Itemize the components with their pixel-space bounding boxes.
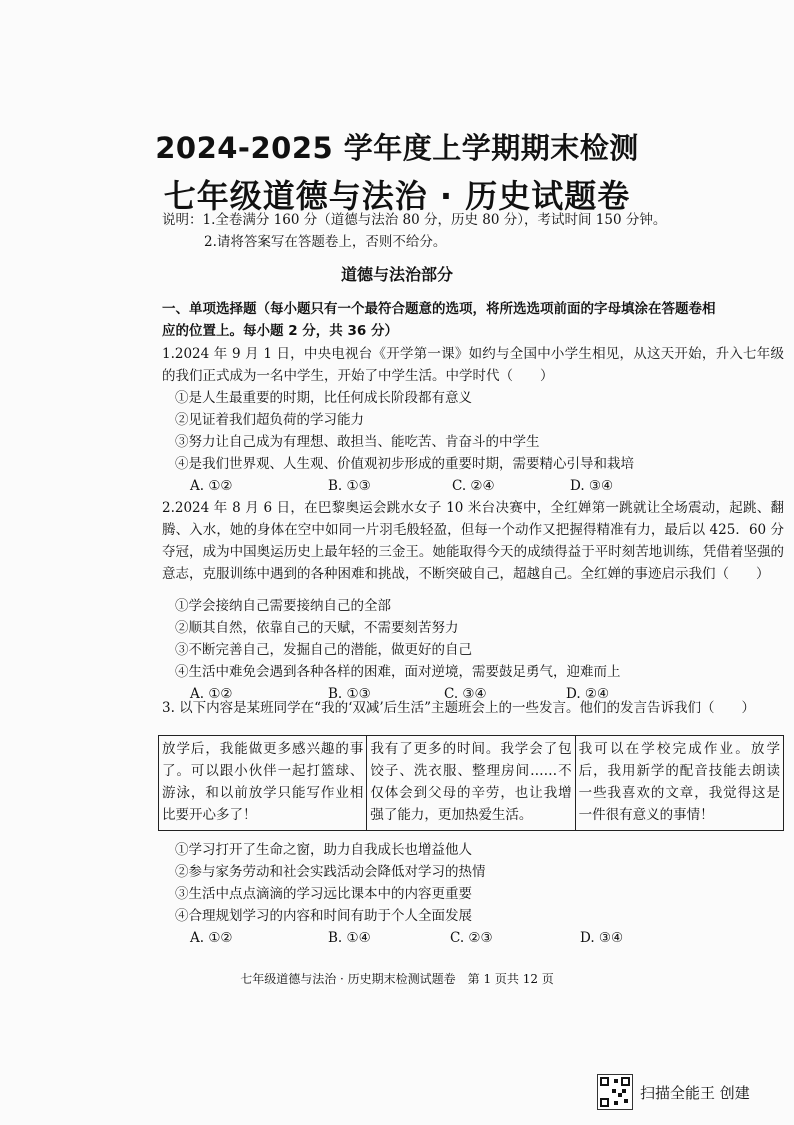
question-2-choice-c[interactable]: C. ③④ — [444, 686, 487, 702]
question-3-statement-2: ②参与家务劳动和社会实践活动会降低对学习的热情 — [175, 864, 486, 880]
question-3-statement-3: ③生活中点点滴滴的学习远比课本中的内容更重要 — [175, 886, 472, 902]
question-1-statement-1: ①是人生最重要的时期，比任何成长阶段都有意义 — [175, 390, 472, 406]
question-1-stem: 1.2024 年 9 月 1 日，中央电视台《开学第一课》如约与全国中小学生相见，从这天开始，升入七年级的我们正式成为一名中学生，开始了中学生活。中学时代（ ） — [162, 346, 784, 384]
question-3-choice-a[interactable]: A. ①② — [190, 930, 233, 946]
question-3-statement-4: ④合理规划学习的内容和时间有助于个人全面发展 — [175, 908, 472, 924]
question-3-stem: 3. 以下内容是某班同学在“我的‘双减’后生活”主题班会上的一些发言。他们的发言告诉我们（ ） — [162, 700, 756, 716]
question-2-choice-a[interactable]: A. ①② — [190, 686, 233, 702]
question-1-statement-3: ③努力让自己成为有理想、敢担当、能吃苦、肯奋斗的中学生 — [175, 434, 540, 450]
speech-cell-1: 放学后，我能做更多感兴趣的事了。可以跟小伙伴一起打篮球、游泳，和以前放学只能写作业相比要开心多了！ — [159, 736, 367, 831]
exam-subtitle: 七年级道德与法治 · 历史试题卷 — [163, 177, 631, 215]
question-1-choice-b[interactable]: B. ①③ — [328, 478, 371, 494]
exam-title: 2024-2025 学年度上学期期末检测 — [155, 131, 639, 165]
question-1-choice-c[interactable]: C. ②④ — [452, 478, 495, 494]
qr-code-icon — [597, 1074, 633, 1110]
question-3-choice-c[interactable]: C. ②③ — [450, 930, 493, 946]
question-1-choice-d[interactable]: D. ③④ — [570, 478, 614, 494]
question-2-stem: 2.2024 年 8 月 6 日，在巴黎奥运会跳水女子 10 米台决赛中，全红婵第一跳就让全场震动，起跳、翻腾、入水，她的身体在空中如同一片羽毛般轻盈，但每一个动作又把握得精准有力，最后以 425．60 分夺冠，成为中国奥运历史上最年轻的三金王。她能取得今天的成绩得益于平时刻苦地训练，凭借着坚强的意志，克服训练中遇到的各种困难和挑战，不断突破自己，超越自己。全红婵的事迹启示我们（ ） — [162, 500, 784, 582]
question-1-choices — [0, 475, 794, 497]
question-3-statement-1: ①学习打开了生命之窗，助力自我成长也增益他人 — [175, 842, 472, 858]
instructions-line-1: 说明：1.全卷满分 160 分（道德与法治 80 分，历史 80 分），考试时间 150 分钟。 — [162, 212, 667, 228]
question-2-statement-1: ①学会接纳自己需要接纳自己的全部 — [175, 598, 391, 614]
speech-cell-3: 我可以在学校完成作业。放学后，我用新学的配音技能去朗读一些我喜欢的文章，我觉得这是一件很有意义的事情！ — [575, 736, 783, 831]
question-2-statement-3: ③不断完善自己，发掘自己的潜能，做更好的自己 — [175, 642, 472, 658]
part-heading-line-2: 应的位置上。每小题 2 分，共 36 分） — [162, 323, 398, 339]
question-1-choice-a[interactable]: A. ①② — [190, 478, 233, 494]
question-3-choices — [0, 927, 794, 949]
scanner-watermark: 扫描全能王 创建 — [640, 1084, 750, 1102]
question-2-choice-b[interactable]: B. ①③ — [328, 686, 371, 702]
question-2-statement-2: ②顺其自然，依靠自己的天赋，不需要刻苦努力 — [175, 620, 459, 636]
instructions-line-2: 2.请将答案写在答题卷上，否则不给分。 — [204, 234, 447, 250]
page-footer: 七年级道德与法治 · 历史期末检测试题卷 第 1 页共 12 页 — [240, 972, 554, 986]
question-3-choice-d[interactable]: D. ③④ — [580, 930, 624, 946]
speech-table — [158, 735, 784, 831]
question-1-statement-2: ②见证着我们超负荷的学习能力 — [175, 412, 364, 428]
question-2-statement-4: ④生活中难免会遇到各种各样的困难，面对逆境，需要鼓足勇气，迎难而上 — [175, 664, 621, 680]
speech-cell-2: 我有了更多的时间。我学会了包饺子、洗衣服、整理房间……不仅体会到父母的辛劳，也让我增强了能力，更加热爱生活。 — [367, 736, 575, 831]
part-heading-line-1: 一、单项选择题（每小题只有一个最符合题意的选项，将所选选项前面的字母填涂在答题卷相 — [162, 301, 716, 317]
question-3-choice-b[interactable]: B. ①④ — [328, 930, 371, 946]
question-2-choice-d[interactable]: D. ②④ — [566, 686, 610, 702]
question-1-statement-4: ④是我们世界观、人生观、价值观初步形成的重要时期，需要精心引导和栽培 — [175, 456, 634, 472]
section-title: 道德与法治部分 — [340, 265, 453, 284]
